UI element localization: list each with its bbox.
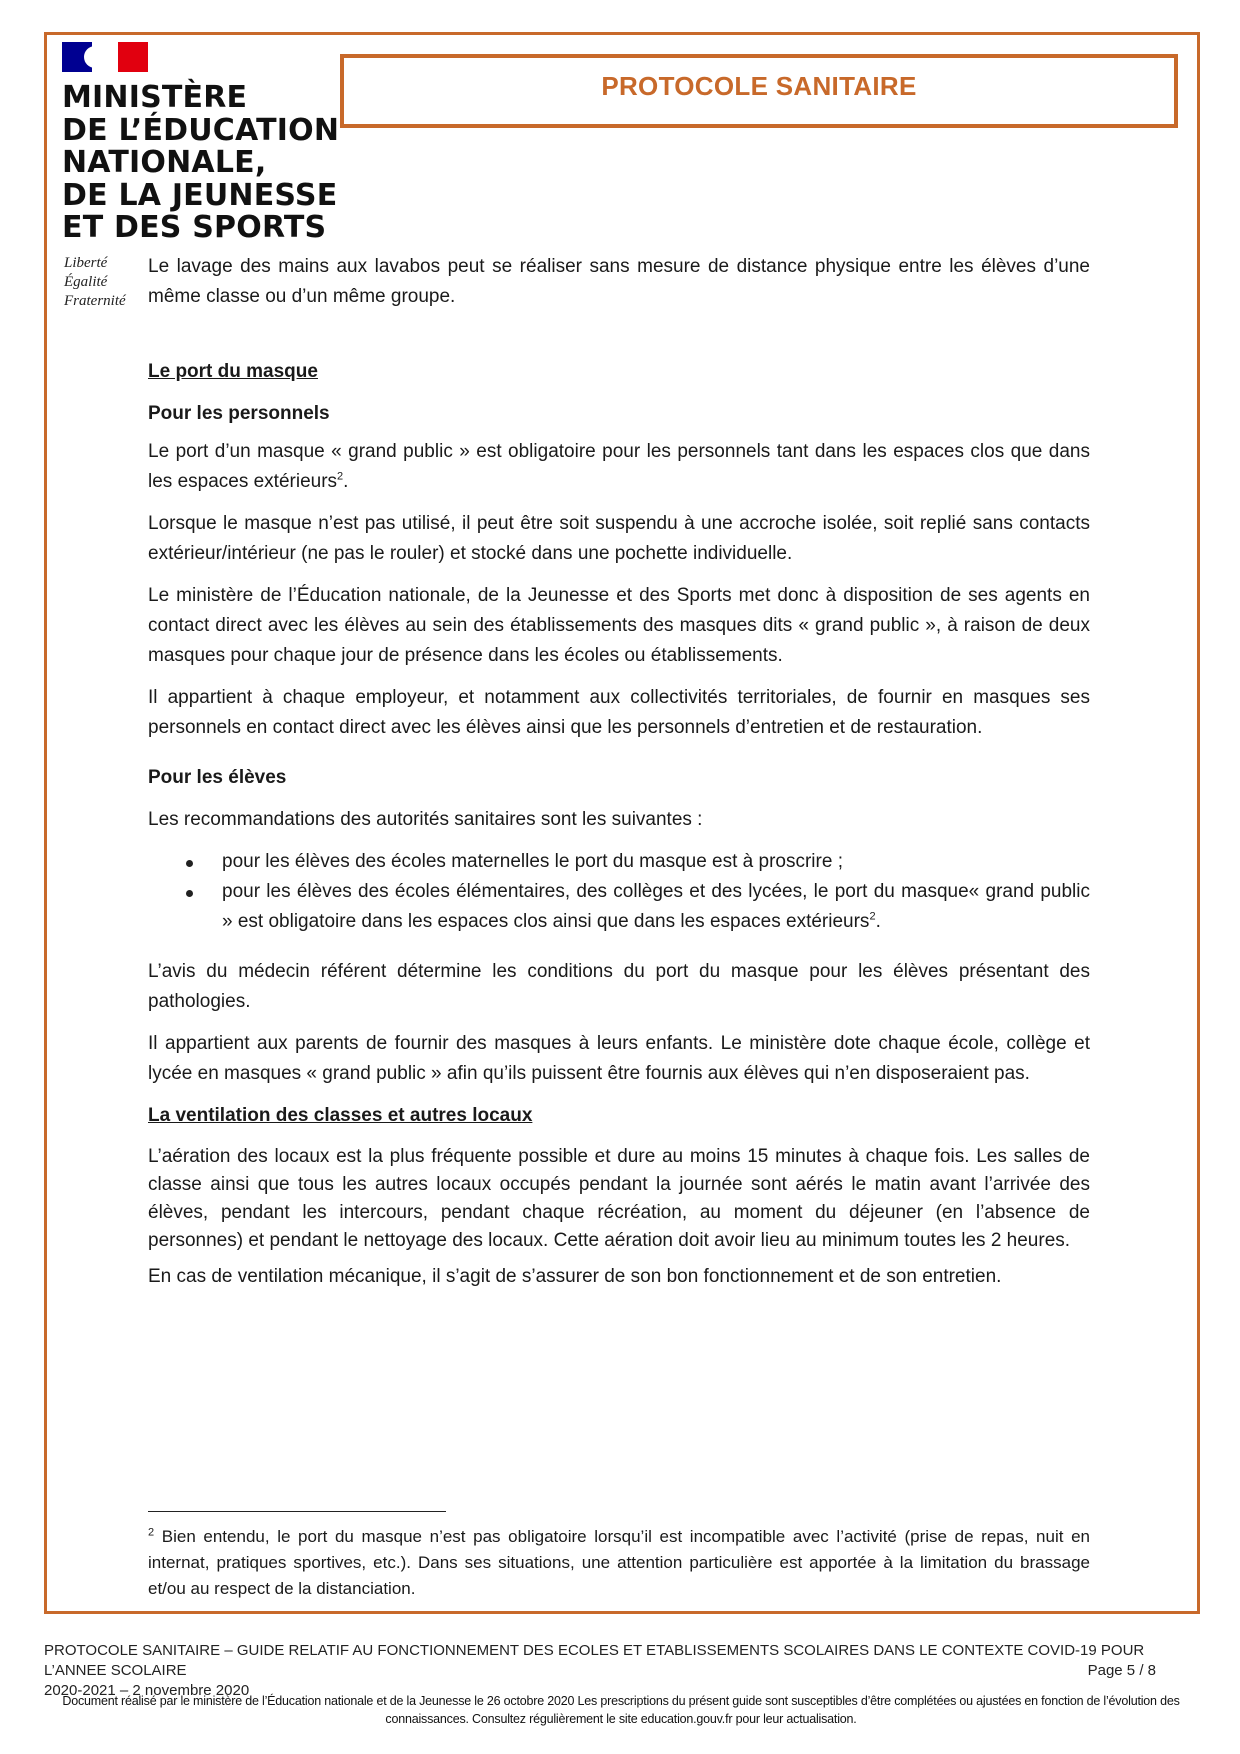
motto-line: Égalité [64, 274, 108, 290]
marianne-flag-icon [62, 42, 148, 72]
bullet-icon [186, 860, 193, 867]
paragraph [148, 437, 1090, 497]
paragraph-text: Le port d’un masque « grand public » est obligatoire pour les personnels tant dans les espaces clos que dans les espaces extérieurs [148, 441, 1090, 492]
page-title: PROTOCOLE SANITAIRE [601, 71, 917, 101]
page-number: Page 5 / 8 [1087, 1662, 1156, 1679]
section-heading-mask: Le port du masque [148, 361, 318, 382]
paragraph-text: . [343, 471, 349, 492]
footnote-text: Bien entendu, le port du masque n’est pas obligatoire lorsqu’il est incompatible avec l’activité (prise de repas, nuit en internat, pratiques sportives, etc.). Dans ses situations, une attention particulière est apportée à la limitation du brassage et/ou au respect de la distanciation. [148, 1527, 1090, 1598]
footnote-ref[interactable]: 2 [337, 470, 344, 483]
subheading-staff: Pour les personnels [148, 403, 330, 424]
paragraph: Lorsque le masque n’est pas utilisé, il peut être soit suspendu à une accroche isolée, soit replié sans contacts extérieur/intérieur (ne pas le rouler) et stocké dans une pochette individuelle. [148, 513, 1090, 564]
motto-line: Liberté [64, 255, 108, 271]
ministry-name [62, 82, 339, 245]
footer-title: PROTOCOLE SANITAIRE – GUIDE RELATIF AU FONCTIONNEMENT DES ECOLES ET ETABLISSEMENTS SCOLAIRES DANS LE CONTEXTE COVID-19 POUR L’ANNEE SCOLAIRE [44, 1642, 1145, 1679]
footnote-number: 2 [148, 1526, 155, 1539]
paragraph: Le ministère de l’Éducation nationale, de la Jeunesse et des Sports met donc à disposition de ses agents en contact direct avec les élèves au sein des établissements des masques dits « grand public », à raison de deux masques pour chaque jour de présence dans les écoles ou établissements. [148, 585, 1090, 666]
paragraph: Il appartient à chaque employeur, et notamment aux collectivités territoriales, de fournir en masques ses personnels en contact direct avec les élèves ainsi que les personnels d’entretien et de restauration. [148, 687, 1090, 738]
ministry-line: ET DES SPORTS [62, 210, 327, 245]
paragraph: L’aération des locaux est la plus fréquente possible et dure au moins 15 minutes à chaque fois. Les salles de classe ainsi que tous les autres locaux occupés pendant la journée sont aérés le matin avant l’arrivée des élèves, pendant les intercours, pendant chaque récréation, au moment du déjeuner (en l’absence de personnes) et pendant le nettoyage des locaux. Cette aération doit avoir lieu au minimum toutes les 2 heures. [148, 1146, 1090, 1251]
republic-motto [64, 254, 126, 311]
bullet-list [148, 847, 1090, 937]
list-item [148, 877, 1090, 937]
footer-disclaimer: Document réalisé par le ministère de l’Éducation nationale et de la Jeunesse le 26 octobre 2020 Les prescriptions du présent guide sont susceptibles d’être complétées ou ajustées en fonction de l’évolution des connaissances. Consultez régulièrement le site education.gouv.fr pour leur actualisation. [62, 1694, 1180, 1726]
main-content [148, 252, 1090, 1291]
list-item-text: pour les élèves des écoles maternelles le port du masque est à proscrire ; [222, 851, 843, 872]
list-item [148, 847, 1090, 877]
ministry-line: NATIONALE, [62, 145, 267, 180]
footnote-separator [148, 1511, 446, 1512]
bullet-icon [186, 890, 193, 897]
list-item-text: pour les élèves des écoles élémentaires, des collèges et des lycées, le port du masque« grand public » est obligatoire dans les espaces clos ainsi que dans les espaces extérieurs [222, 881, 1090, 932]
paragraph: Les recommandations des autorités sanitaires sont les suivantes : [148, 809, 703, 830]
motto-line: Fraternité [64, 293, 126, 309]
ministry-line: MINISTÈRE [62, 80, 248, 115]
paragraph: Il appartient aux parents de fournir des masques à leurs enfants. Le ministère dote chaque école, collège et lycée en masques « grand public » afin qu’ils puissent être fournis aux élèves qui n’en disposeraient pas. [148, 1033, 1090, 1084]
header-title-box [340, 54, 1178, 128]
ministry-line: DE LA JEUNESSE [62, 177, 338, 213]
paragraph: En cas de ventilation mécanique, il s’agit de s’assurer de son bon fonctionnement et de son entretien. [148, 1266, 1002, 1287]
footnote-ref[interactable]: 2 [869, 910, 876, 923]
list-item-text: . [875, 911, 881, 932]
ministry-line: DE L’ÉDUCATION [62, 112, 340, 148]
subheading-students: Pour les élèves [148, 767, 287, 788]
paragraph: L’avis du médecin référent détermine les conditions du port du masque pour les élèves présentant des pathologies. [148, 961, 1090, 1012]
footer-date: 2020-2021 – 2 novembre 2020 [44, 1682, 250, 1699]
section-heading-ventilation: La ventilation des classes et autres locaux [148, 1105, 533, 1126]
intro-paragraph: Le lavage des mains aux lavabos peut se réaliser sans mesure de distance physique entre les élèves d’une même classe ou d’un même groupe. [148, 256, 1090, 307]
footnote [148, 1524, 1090, 1602]
